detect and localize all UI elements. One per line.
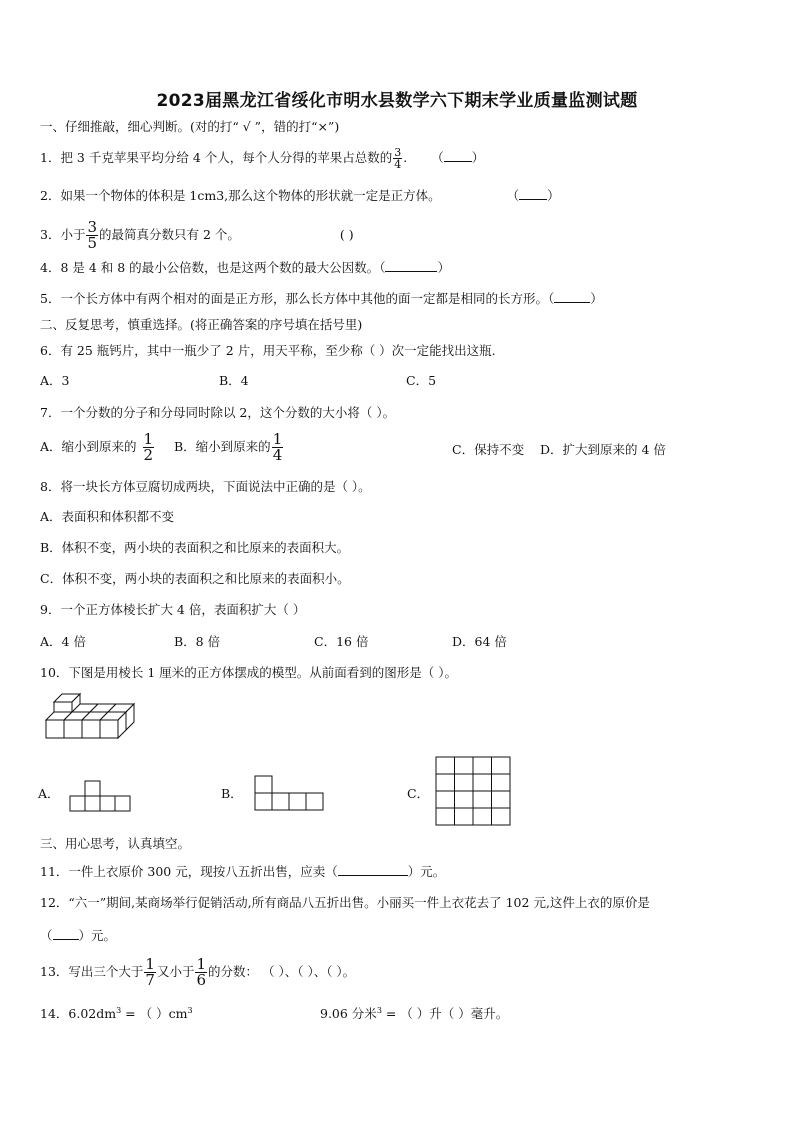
question-9: 9．一个正方体棱长扩大 4 倍，表面积扩大（ ）	[40, 602, 306, 617]
q8-option-a[interactable]: A．表面积和体积都不变	[40, 509, 175, 524]
question-2: 2．如果一个物体的体积是 1cm3,那么这个物体的形状就一定是正方体。 （ ）	[40, 188, 560, 203]
question-12: 12．“六一”期间,某商场举行促销活动,所有商品八五折出售。小丽买一件上衣花去了 102 元,这件上衣的原价是	[40, 895, 650, 910]
question-7: 7．一个分数的分子和分母同时除以 2，这个分数的大小将（ ）。	[40, 405, 396, 420]
q8-option-c[interactable]: C．体积不变，两小块的表面积之和比原来的表面积小。	[40, 571, 350, 586]
option-a-figure	[70, 781, 132, 813]
q10-option-c[interactable]: C．	[407, 786, 430, 801]
fraction-1-4: $\frac{1}{4}$	[272, 430, 283, 464]
answer-blank[interactable]	[519, 186, 547, 200]
q7-option-a[interactable]: A．缩小到原来的 $\frac{1}{2}$	[40, 430, 154, 464]
question-14: 14．$6.02dm^3$ = （ ）$cm^3$	[40, 1006, 193, 1022]
question-1: 1．把 3 千克苹果平均分给 4 个人，每个人分得的苹果占总数的 $\frac{3}{4}$ . （ ）	[40, 146, 485, 171]
section-2-heading: 二、反复思考，慎重选择。(将正确答案的序号填在括号里)	[40, 317, 363, 332]
answer-blank[interactable]	[53, 926, 79, 940]
question-14-right: 9.06 分米$^3$ = （ ）升（ ）毫升。	[320, 1006, 509, 1022]
q8-option-b[interactable]: B．体积不变，两小块的表面积之和比原来的表面积大。	[40, 540, 350, 555]
question-13: 13．写出三个大于 $\frac{1}{7}$ 又小于 $\frac{1}{6}$ 的分数： （ ）、（ ）、（ ）。	[40, 955, 356, 989]
q7-option-d[interactable]: D．扩大到原来的 4 倍	[540, 442, 666, 457]
answer-blank-cm3[interactable]: = （ ）cm	[121, 1006, 188, 1022]
q9-option-c[interactable]: C．16 倍	[314, 634, 369, 649]
answer-blank[interactable]	[385, 258, 437, 272]
option-c-figure	[436, 757, 512, 827]
page-title: 2023届黑龙江省绥化市明水县数学六下期末学业质量监测试题	[156, 91, 638, 111]
question-5: 5．一个长方体中有两个相对的面是正方形，那么长方体中其他的面一定都是相同的长方形。（ ）	[40, 291, 603, 306]
question-6: 6．有 25 瓶钙片，其中一瓶少了 2 片，用天平称，至少称（ ）次一定能找出这瓶.	[40, 343, 496, 358]
section-3-heading: 三、用心思考，认真填空。	[40, 836, 191, 851]
q9-option-a[interactable]: A．4 倍	[40, 634, 86, 649]
fraction-3-5: $\frac{3}{5}$	[87, 218, 97, 252]
fraction-1-2: $\frac{1}{2}$	[143, 430, 154, 464]
fraction-1-6: $\frac{1}{6}$	[196, 955, 207, 989]
answer-paren[interactable]: ( )	[339, 227, 354, 242]
q6-option-a[interactable]: A．3	[40, 373, 70, 388]
q9-option-d[interactable]: D．64 倍	[452, 634, 507, 649]
q10-option-a[interactable]: A．	[38, 786, 60, 801]
q7-option-b[interactable]: B．缩小到原来的 $\frac{1}{4}$	[174, 430, 283, 464]
q9-option-b[interactable]: B．8 倍	[174, 634, 221, 649]
q7-option-c[interactable]: C．保持不变	[452, 442, 525, 457]
answer-blank[interactable]	[338, 862, 408, 876]
q10-option-b[interactable]: B．	[221, 786, 243, 801]
question-10: 10．下图是用棱长 1 厘米的正方体摆成的模型。从前面看到的图形是（ ）。	[40, 665, 458, 680]
q6-option-b[interactable]: B．4	[219, 373, 249, 388]
answer-blanks[interactable]: （ ）、（ ）、（ ）。	[262, 964, 356, 979]
fraction-3-4: $\frac{3}{4}$	[394, 146, 402, 171]
option-b-figure	[255, 776, 327, 812]
answer-blanks-litre[interactable]: = （ ）升（ ）毫升。	[381, 1006, 509, 1022]
section-1-heading: 一、仔细推敲，细心判断。(对的打“ √ ”，错的打“×”)	[40, 119, 340, 134]
question-11: 11．一件上衣原价 300 元，现按八五折出售，应卖（ ）元。	[40, 864, 446, 879]
question-4: 4．8 是 4 和 8 的最小公倍数，也是这两个数的最大公因数。（ ）	[40, 260, 450, 275]
fraction-1-7: $\frac{1}{7}$	[145, 955, 155, 989]
q6-option-c[interactable]: C．5	[406, 373, 437, 388]
answer-blank[interactable]	[444, 148, 472, 162]
answer-blank[interactable]	[554, 289, 590, 303]
question-12-line2: （ ）元。	[40, 928, 117, 943]
cube-model-figure	[44, 694, 144, 742]
question-8: 8．将一块长方体豆腐切成两块，下面说法中正确的是（ ）。	[40, 479, 371, 494]
question-3: 3．小于 $\frac{3}{5}$ 的最简真分数只有 2 个。 ( )	[40, 218, 354, 252]
